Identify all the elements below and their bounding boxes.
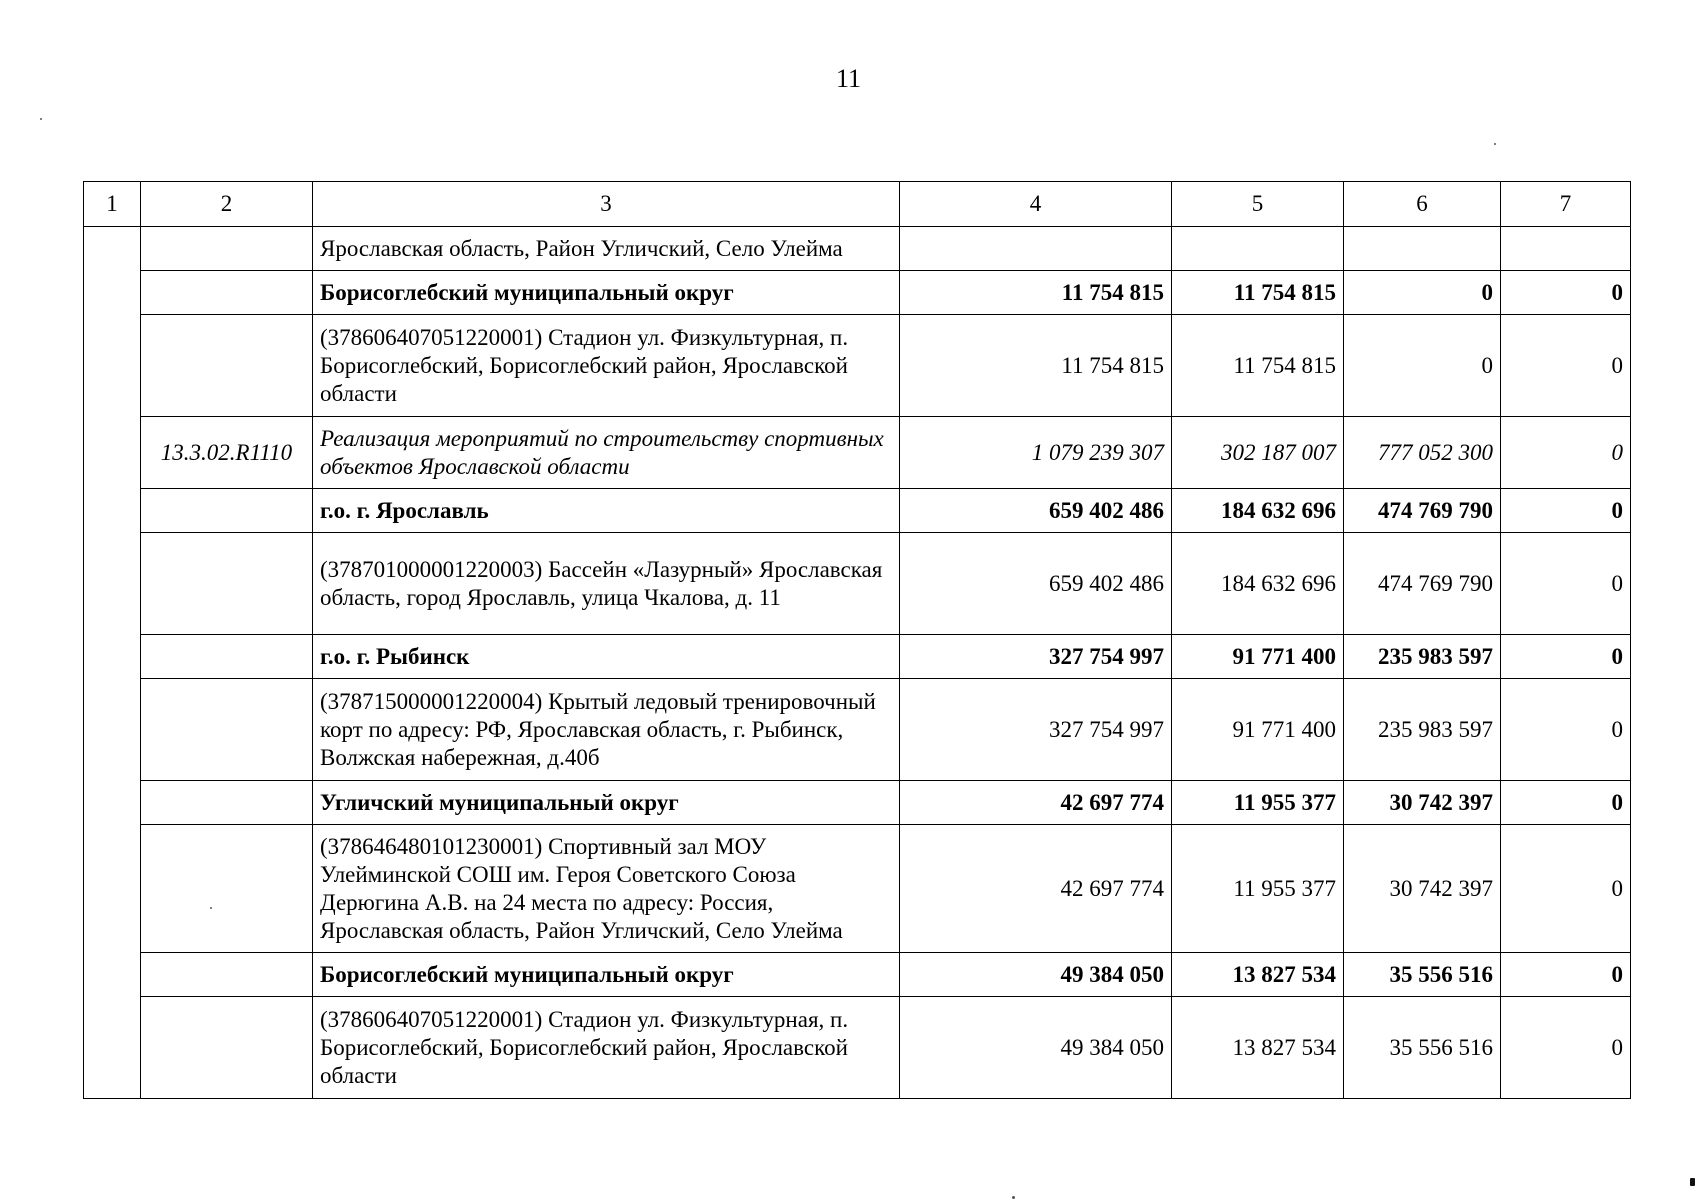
cell-col6: 474 769 790 (1344, 533, 1501, 635)
cell-col7: 0 (1501, 271, 1631, 315)
cell-col4: 327 754 997 (900, 679, 1172, 781)
scan-speck (1690, 1178, 1695, 1186)
cell-code (141, 315, 313, 417)
scan-speck (40, 118, 42, 120)
cell-code (141, 489, 313, 533)
table-row (84, 417, 1631, 489)
cell-col6 (1344, 227, 1501, 271)
cell-description: (378606407051220001) Стадион ул. Физкультурная, п. Борисоглебский, Борисоглебский район, Ярославской области (313, 315, 900, 417)
table-row (84, 679, 1631, 781)
cell-description: (378701000001220003) Бассейн «Лазурный» Ярославская область, город Ярославль, улица Чкалова, д. 11 (313, 533, 900, 635)
cell-code (141, 781, 313, 825)
cell-col6: 0 (1344, 315, 1501, 417)
cell-col4: 659 402 486 (900, 533, 1172, 635)
cell-col4: 659 402 486 (900, 489, 1172, 533)
table-row (84, 533, 1631, 635)
cell-col4: 327 754 997 (900, 635, 1172, 679)
cell-col6: 30 742 397 (1344, 781, 1501, 825)
table-row (84, 997, 1631, 1099)
page-number: 11 (835, 64, 862, 93)
cell-col6: 235 983 597 (1344, 679, 1501, 781)
table-row (84, 825, 1631, 953)
cell-col5: 184 632 696 (1172, 489, 1344, 533)
cell-description: Борисоглебский муниципальный округ (313, 953, 900, 997)
cell-col7 (1501, 227, 1631, 271)
cell-description: Угличский муниципальный округ (313, 781, 900, 825)
cell-col7: 0 (1501, 825, 1631, 953)
table-row (84, 953, 1631, 997)
cell-col4: 42 697 774 (900, 825, 1172, 953)
cell-description: г.о. г. Ярославль (313, 489, 900, 533)
scan-speck (1494, 143, 1496, 145)
cell-code (141, 635, 313, 679)
cell-col7: 0 (1501, 997, 1631, 1099)
cell-col6: 777 052 300 (1344, 417, 1501, 489)
cell-col5 (1172, 227, 1344, 271)
cell-description: Ярославская область, Район Угличский, Село Улейма (313, 227, 900, 271)
table-row (84, 315, 1631, 417)
header-cell-2: 2 (141, 182, 313, 227)
cell-description: (378606407051220001) Стадион ул. Физкультурная, п. Борисоглебский, Борисоглебский район, Ярославской области (313, 997, 900, 1099)
cell-col4: 42 697 774 (900, 781, 1172, 825)
cell-col4: 49 384 050 (900, 997, 1172, 1099)
cell-col4: 49 384 050 (900, 953, 1172, 997)
cell-col7: 0 (1501, 953, 1631, 997)
cell-col4: 11 754 815 (900, 315, 1172, 417)
table-row (84, 227, 1631, 271)
cell-col5: 11 754 815 (1172, 315, 1344, 417)
cell-col7: 0 (1501, 679, 1631, 781)
cell-description: Реализация мероприятий по строительству спортивных объектов Ярославской области (313, 417, 900, 489)
cell-code (141, 227, 313, 271)
cell-col5: 11 754 815 (1172, 271, 1344, 315)
cell-description: Борисоглебский муниципальный округ (313, 271, 900, 315)
cell-col5: 11 955 377 (1172, 781, 1344, 825)
cell-col7: 0 (1501, 533, 1631, 635)
cell-col1-merged (84, 227, 141, 1099)
cell-col4: 1 079 239 307 (900, 417, 1172, 489)
cell-col7: 0 (1501, 781, 1631, 825)
cell-col6: 35 556 516 (1344, 953, 1501, 997)
cell-code: 13.3.02.R1110 (141, 417, 313, 489)
header-cell-1: 1 (84, 182, 141, 227)
header-row (84, 182, 1631, 227)
cell-col5: 91 771 400 (1172, 635, 1344, 679)
cell-description: (378715000001220004) Крытый ледовый тренировочный корт по адресу: РФ, Ярославская область, г. Рыбинск, Волжская набережная, д.40б (313, 679, 900, 781)
cell-col5: 11 955 377 (1172, 825, 1344, 953)
cell-col4 (900, 227, 1172, 271)
cell-col6: 474 769 790 (1344, 489, 1501, 533)
cell-col7: 0 (1501, 635, 1631, 679)
header-cell-3: 3 (313, 182, 900, 227)
cell-col5: 13 827 534 (1172, 997, 1344, 1099)
budget-table (83, 181, 1631, 1099)
scan-speck (210, 907, 212, 909)
cell-col6: 30 742 397 (1344, 825, 1501, 953)
cell-col5: 13 827 534 (1172, 953, 1344, 997)
cell-col6: 0 (1344, 271, 1501, 315)
cell-col7: 0 (1501, 489, 1631, 533)
table-row (84, 271, 1631, 315)
table-row (84, 489, 1631, 533)
scan-speck (1012, 1196, 1015, 1199)
cell-description: г.о. г. Рыбинск (313, 635, 900, 679)
cell-code (141, 533, 313, 635)
header-cell-4: 4 (900, 182, 1172, 227)
cell-col6: 35 556 516 (1344, 997, 1501, 1099)
table-row (84, 781, 1631, 825)
cell-code (141, 953, 313, 997)
cell-code (141, 679, 313, 781)
cell-col5: 91 771 400 (1172, 679, 1344, 781)
cell-col5: 184 632 696 (1172, 533, 1344, 635)
header-cell-6: 6 (1344, 182, 1501, 227)
cell-col5: 302 187 007 (1172, 417, 1344, 489)
cell-code (141, 271, 313, 315)
cell-col6: 235 983 597 (1344, 635, 1501, 679)
cell-code (141, 997, 313, 1099)
table-row (84, 635, 1631, 679)
cell-col4: 11 754 815 (900, 271, 1172, 315)
cell-col7: 0 (1501, 417, 1631, 489)
cell-code (141, 825, 313, 953)
cell-col7: 0 (1501, 315, 1631, 417)
cell-description: (378646480101230001) Спортивный зал МОУ Улейминской СОШ им. Героя Советского Союза Дерюгина А.В. на 24 места по адресу: Россия, Ярославская область, Район Угличский, Село Улейма (313, 825, 900, 953)
header-cell-5: 5 (1172, 182, 1344, 227)
header-cell-7: 7 (1501, 182, 1631, 227)
